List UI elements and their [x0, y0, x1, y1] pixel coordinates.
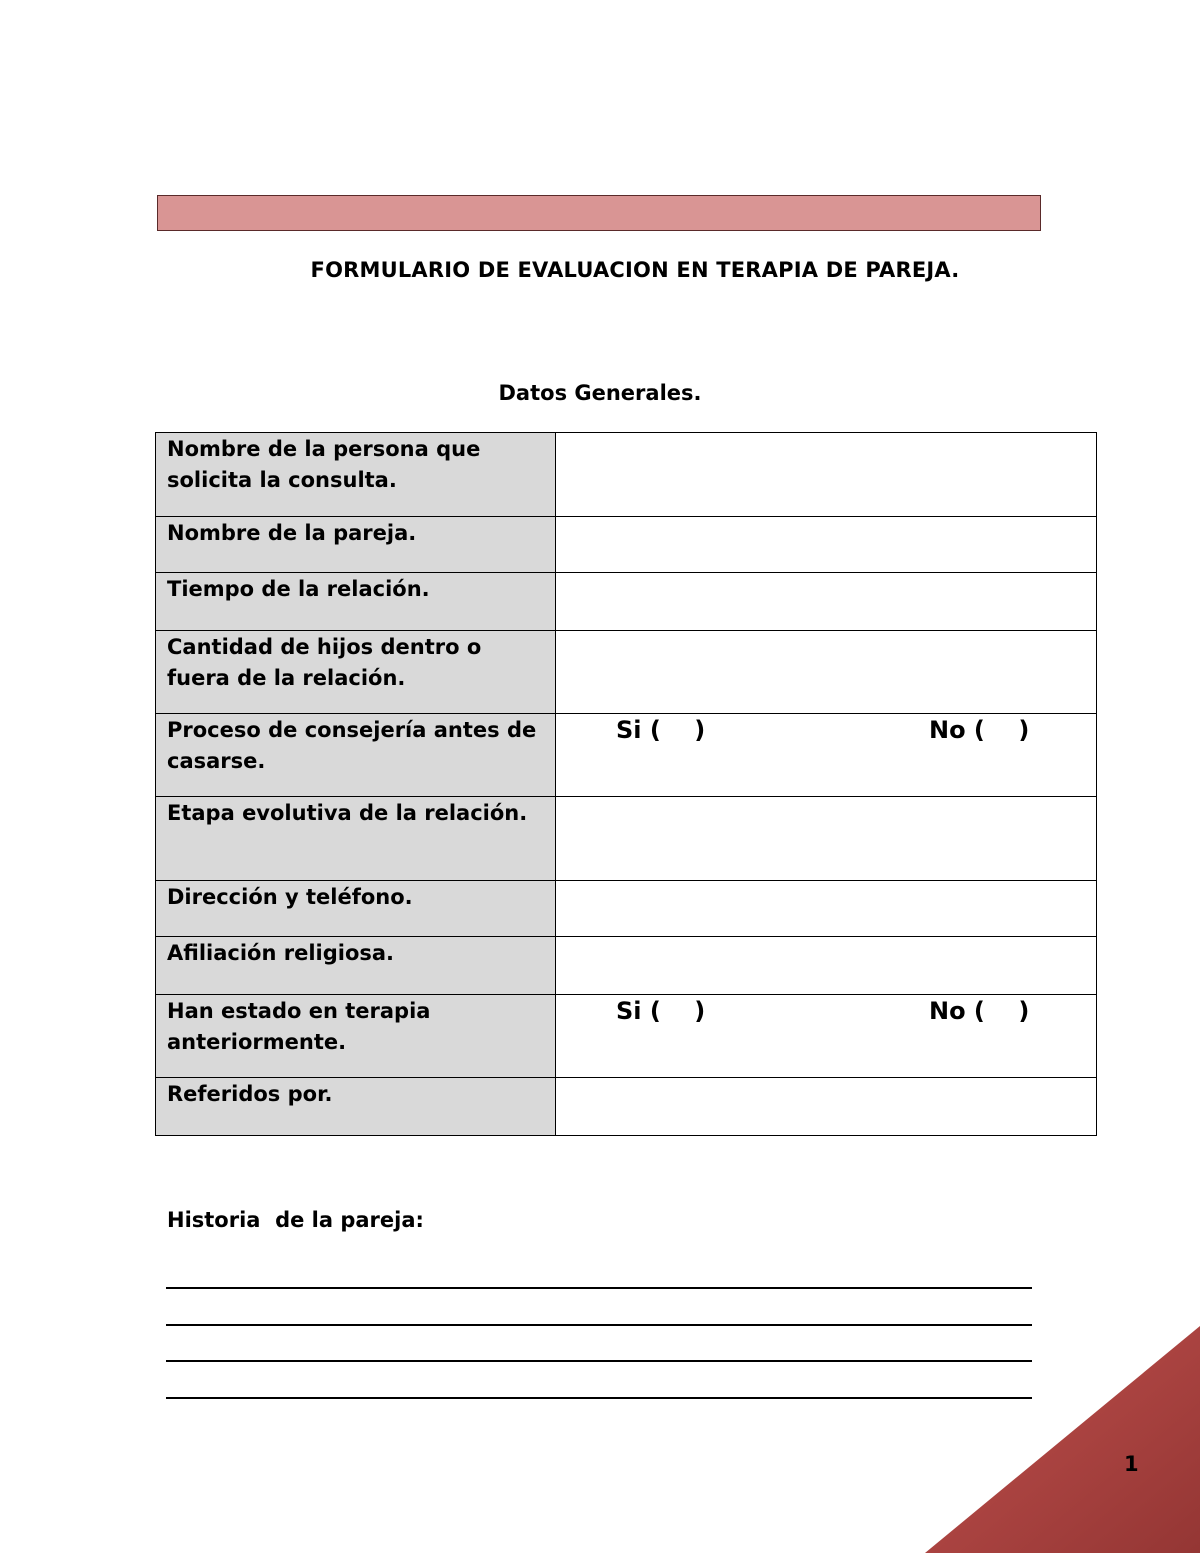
- row-label-previous-therapy: Han estado en terapia anteriormente.: [156, 995, 556, 1078]
- history-label: Historia de la pareja:: [167, 1208, 424, 1232]
- section-title: Datos Generales.: [498, 381, 702, 405]
- row-label-relationship-time: Tiempo de la relación.: [156, 573, 556, 631]
- row-label-religious-affiliation: Afiliación religiosa.: [156, 937, 556, 995]
- previous-therapy-no-option[interactable]: No ( ): [929, 997, 1030, 1025]
- row-label-address-phone: Dirección y teléfono.: [156, 881, 556, 937]
- row-label-partner-name: Nombre de la pareja.: [156, 517, 556, 573]
- form-title: FORMULARIO DE EVALUACION EN TERAPIA DE PAREJA.: [310, 258, 960, 282]
- row-label-relationship-stage: Etapa evolutiva de la relación.: [156, 797, 556, 881]
- row-label-requester-name: Nombre de la persona que solicita la consulta.: [156, 433, 556, 517]
- row-label-referred-by: Referidos por.: [156, 1078, 556, 1136]
- row-label-children-count: Cantidad de hijos dentro o fuera de la relación.: [156, 631, 556, 714]
- premarital-yes-option[interactable]: Si ( ): [616, 716, 706, 744]
- row-label-premarital-counseling: Proceso de consejería antes de casarse.: [156, 714, 556, 797]
- previous-therapy-yes-option[interactable]: Si ( ): [616, 997, 706, 1025]
- page-number: 1: [1124, 1452, 1139, 1476]
- premarital-no-option[interactable]: No ( ): [929, 716, 1030, 744]
